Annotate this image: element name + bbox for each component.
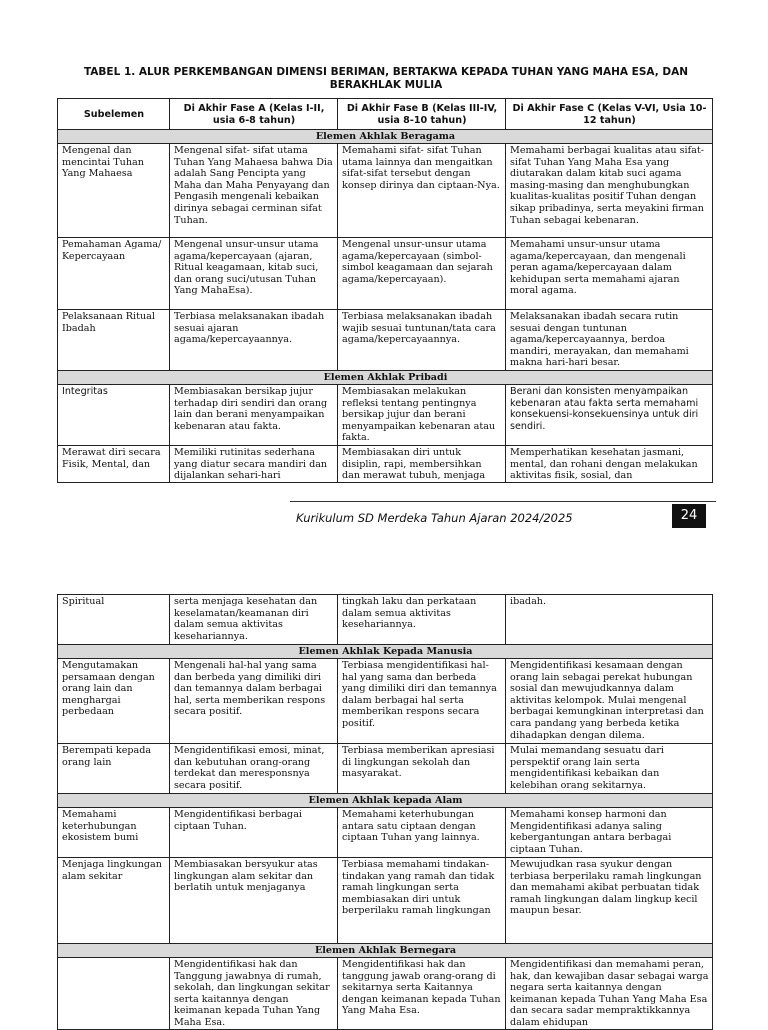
header-fase-c: Di Akhir Fase C (Kelas V-VI, Usia 10-12 tahun) [506,99,713,130]
cell-fase-c: Memahami berbagai kualitas atau sifat-sifat Tuhan Yang Maha Esa yang diutarakan dalam kitab suci agama masing-masing dan menghubungkan kualitas-kualitas positif Tuhan dengan sikap pribadinya, serta meyakini firman Tuhan sebagai kebenaran. [506,144,713,238]
cell-subelemen [58,958,170,1030]
cell-fase-a: Memiliki rutinitas sederhana yang diatur secara mandiri dan dijalankan sehari-hari [170,446,338,483]
cell-fase-c: Mengidentifikasi kesamaan dengan orang lain sebagai perekat hubungan sosial dan mewujudkannya dalam aktivitas kelompok. Mulai mengenal berbagai kemungkinan interpretasi dan cara pandang yang berbeda ketika dihadapkan dengan dilema. [506,659,713,744]
cell-fase-b: Terbiasa memahami tindakan-tindakan yang ramah dan tidak ramah lingkungan serta membiasakan diri untuk berperilaku ramah lingkungan [338,858,506,944]
cell-fase-c: Mulai memandang sesuatu dari perspektif orang lain serta mengidentifikasi kebaikan dan kelebihan orang sekitarnya. [506,744,713,794]
table-row [58,858,713,944]
cell-fase-b: Mengenal unsur-unsur utama agama/kepercayaan (simbol-simbol keagamaan dan sejarah agama/kepercayaan). [338,238,506,310]
table-title: TABEL 1. ALUR PERKEMBANGAN DIMENSI BERIMAN, BERTAKWA KEPADA TUHAN YANG MAHA ESA, DAN BERAKHLAK MULIA [83,66,689,91]
table-row [58,310,713,371]
section-row [58,944,713,958]
cell-fase-c: Memahami unsur-unsur utama agama/kepercayaan, dan mengenali peran agama/kepercayaan dalam kehidupan serta memahami ajaran moral agama. [506,238,713,310]
development-table-part-2 [57,594,713,1030]
development-table-part-1 [57,98,713,483]
cell-fase-c: Mengidentifikasi dan memahami peran, hak, dan kewajiban dasar sebagai warga negara serta kaitannya dengan keimanan kepada Tuhan Yang Maha Esa dan secara sadar mempraktikkannya dalam ehidupan [506,958,713,1030]
cell-fase-b: Mengidentifikasi hak dan tanggung jawab orang-orang di sekitarnya serta Kaitannya dengan keimanan kepada Tuhan Yang Maha Esa. [338,958,506,1030]
cell-fase-a: Membiasakan bersikap jujur terhadap diri sendiri dan orang lain dan berani menyampaikan kebenaran atau fakta. [170,385,338,446]
section-akhlak-kepada-manusia: Elemen Akhlak Kepada Manusia [58,645,713,659]
cell-subelemen: Berempati kepada orang lain [58,744,170,794]
document-page-2 [0,540,768,1028]
page-number: 24 [672,504,706,528]
cell-fase-b: Memahami keterhubungan antara satu ciptaan dengan ciptaan Tuhan yang lainnya. [338,808,506,858]
cell-fase-b: Terbiasa melaksanakan ibadah wajib sesuai tuntunan/tata cara agama/kepercayaannya. [338,310,506,371]
footer-text: Kurikulum SD Merdeka Tahun Ajaran 2024/2025 [296,511,573,525]
section-akhlak-kepada-alam: Elemen Akhlak kepada Alam [58,794,713,808]
table-row [58,144,713,238]
section-akhlak-beragama: Elemen Akhlak Beragama [58,130,713,144]
header-row [58,99,713,130]
header-fase-b: Di Akhir Fase B (Kelas III-IV, usia 8-10 tahun) [338,99,506,130]
cell-subelemen: Merawat diri secara Fisik, Mental, dan [58,446,170,483]
cell-fase-b: Terbiasa mengidentifikasi hal-hal yang sama dan berbeda yang dimiliki diri dan temannya dalam berbagai hal serta memberikan respons secara positif. [338,659,506,744]
table-row [58,385,713,446]
table-row [58,446,713,483]
cell-fase-b: Memahami sifat- sifat Tuhan utama lainnya dan mengaitkan sifat-sifat tersebut dengan konsep dirinya dan ciptaan-Nya. [338,144,506,238]
section-row [58,371,713,385]
cell-fase-b: tingkah laku dan perkataan dalam semua aktivitas kesehariannya. [338,595,506,645]
cell-fase-a: serta menjaga kesehatan dan keselamatan/keamanan diri dalam semua aktivitas kesehariannya. [170,595,338,645]
cell-fase-a: Membiasakan bersyukur atas lingkungan alam sekitar dan berlatih untuk menjaganya [170,858,338,944]
cell-fase-c: ibadah. [506,595,713,645]
cell-subelemen: Spiritual [58,595,170,645]
cell-subelemen: Mengutamakan persamaan dengan orang lain dan menghargai perbedaan [58,659,170,744]
cell-fase-b: Terbiasa memberikan apresiasi di lingkungan sekolah dan masyarakat. [338,744,506,794]
cell-fase-a: Mengidentifikasi emosi, minat, dan kebutuhan orang-orang terdekat dan meresponsnya secara positif. [170,744,338,794]
cell-fase-b: Membiasakan melakukan refleksi tentang pentingnya bersikap jujur dan berani menyampaikan kebenaran atau fakta. [338,385,506,446]
cell-fase-a: Mengidentifikasi hak dan Tanggung jawabnya di rumah, sekolah, dan lingkungan sekitar serta kaitannya dengan keimanan kepada Tuhan Yang Maha Esa. [170,958,338,1030]
cell-subelemen: Menjaga lingkungan alam sekitar [58,858,170,944]
section-akhlak-pribadi: Elemen Akhlak Pribadi [58,371,713,385]
footer-divider [290,501,716,502]
cell-fase-c: Memahami konsep harmoni dan Mengidentifikasi adanya saling kebergantungan antara berbagai ciptaan Tuhan. [506,808,713,858]
cell-subelemen: Memahami keterhubungan ekosistem bumi [58,808,170,858]
section-row [58,794,713,808]
cell-fase-a: Terbiasa melaksanakan ibadah sesuai ajaran agama/kepercayaannya. [170,310,338,371]
section-akhlak-bernegara: Elemen Akhlak Bernegara [58,944,713,958]
cell-fase-a: Mengenali hal-hal yang sama dan berbeda yang dimiliki diri dan temannya dalam berbagai hal, serta memberikan respons secara positif. [170,659,338,744]
table-row [58,744,713,794]
cell-fase-c: Berani dan konsisten menyampaikan kebenaran atau fakta serta memahami konsekuensi-konsekuensinya untuk diri sendiri. [506,385,713,446]
cell-fase-c: Memperhatikan kesehatan jasmani, mental, dan rohani dengan melakukan aktivitas fisik, sosial, dan [506,446,713,483]
table-row [58,595,713,645]
cell-fase-b: Membiasakan diri untuk disiplin, rapi, membersihkan dan merawat tubuh, menjaga [338,446,506,483]
cell-fase-a: Mengenal sifat- sifat utama Tuhan Yang Mahaesa bahwa Dia adalah Sang Pencipta yang Maha dan Maha Penyayang dan Pengasih mengenali kebaikan dirinya sebagai cerminan sifat Tuhan. [170,144,338,238]
table-row [58,659,713,744]
table-row [58,958,713,1030]
section-row [58,130,713,144]
header-subelemen: Subelemen [58,99,170,130]
cell-subelemen: Pemahaman Agama/ Kepercayaan [58,238,170,310]
cell-subelemen: Pelaksanaan Ritual Ibadah [58,310,170,371]
header-fase-a: Di Akhir Fase A (Kelas I-II, usia 6-8 tahun) [170,99,338,130]
cell-fase-c: Mewujudkan rasa syukur dengan terbiasa berperilaku ramah lingkungan dan memahami akibat perbuatan tidak ramah lingkungan dalam lingkup kecil maupun besar. [506,858,713,944]
cell-subelemen: Integritas [58,385,170,446]
section-row [58,645,713,659]
cell-fase-a: Mengidentifikasi berbagai ciptaan Tuhan. [170,808,338,858]
table-row [58,238,713,310]
cell-subelemen: Mengenal dan mencintai Tuhan Yang Mahaesa [58,144,170,238]
table-row [58,808,713,858]
cell-fase-c: Melaksanakan ibadah secara rutin sesuai dengan tuntunan agama/kepercayaannya, berdoa mandiri, merayakan, dan memahami makna hari-hari besar. [506,310,713,371]
cell-fase-a: Mengenal unsur-unsur utama agama/kepercayaan (ajaran, Ritual keagamaan, kitab suci, dan orang suci/utusan Tuhan Yang MahaEsa). [170,238,338,310]
